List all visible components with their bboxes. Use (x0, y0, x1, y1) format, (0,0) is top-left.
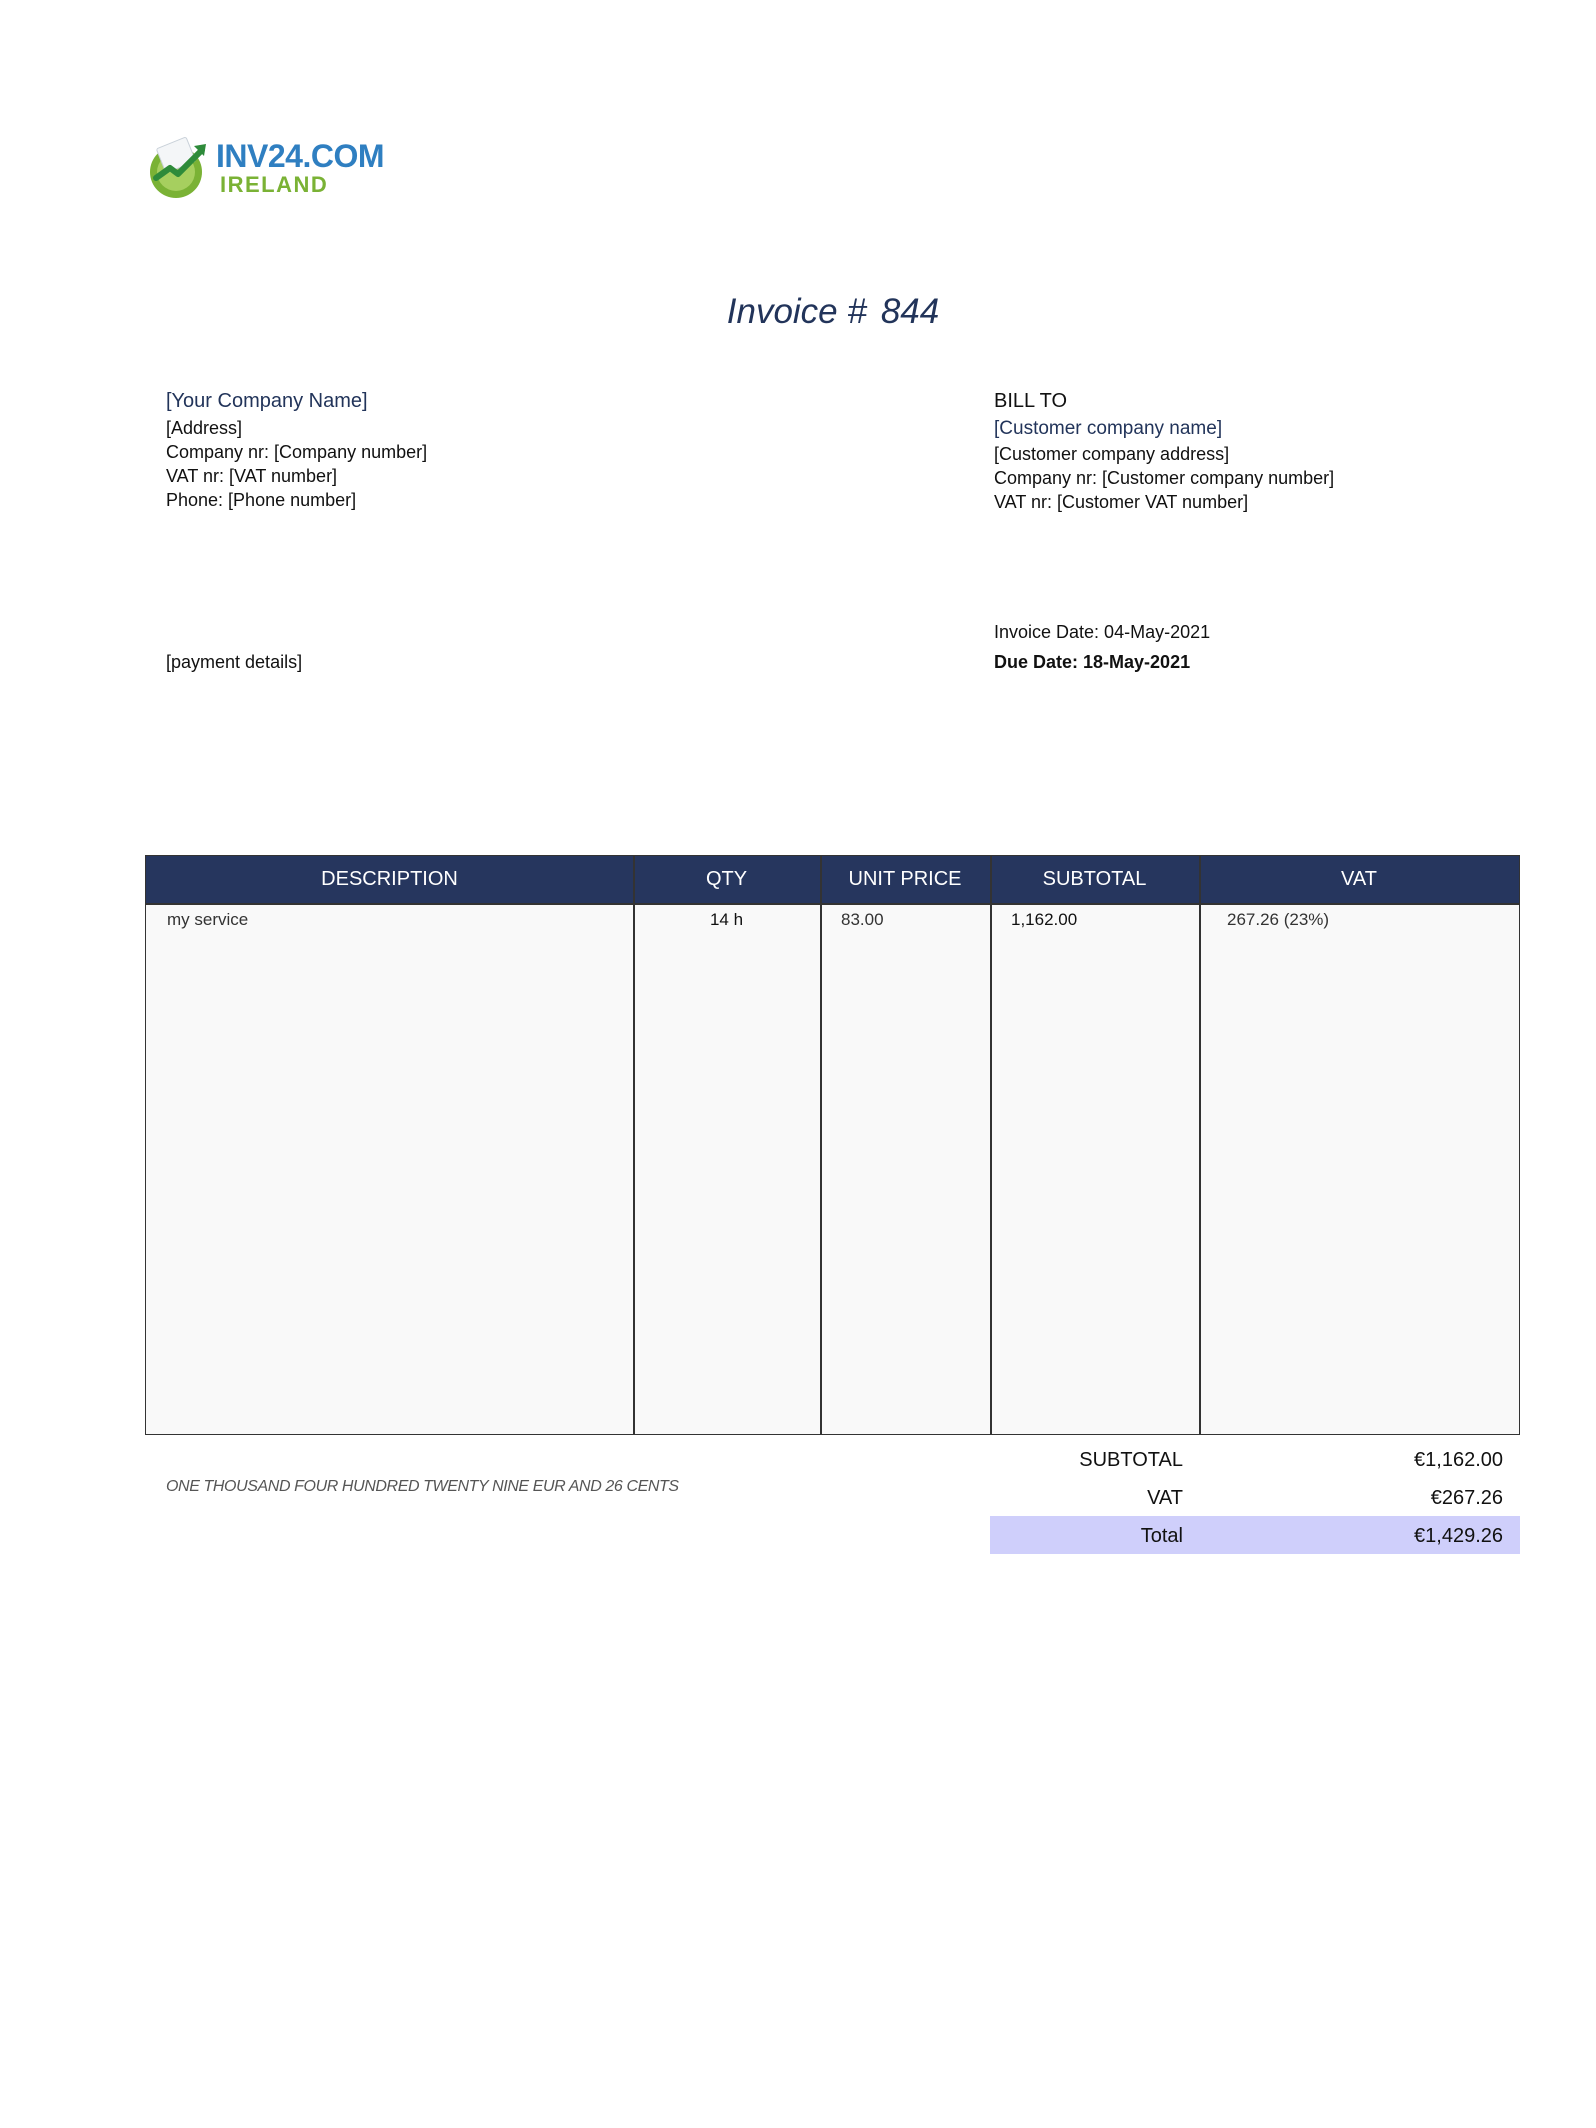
invoice-date: Invoice Date: 04-May-2021 (994, 622, 1211, 642)
customer-company-nr: Company nr: [Customer company number] (994, 468, 1335, 488)
invoice-dates (994, 620, 1210, 674)
row-vat: 267.26 (23%) (1227, 910, 1330, 929)
column-divider (633, 856, 635, 1434)
row-qty: 14 h (709, 910, 744, 929)
header-qty: QTY (705, 868, 748, 890)
sender-company-nr: Company nr: [Company number] (166, 442, 428, 462)
vat-value: €267.26 (1430, 1487, 1503, 1509)
vat-label: VAT (1147, 1487, 1183, 1509)
payment-details: [payment details] (166, 652, 303, 672)
customer-address: [Customer company address] (994, 444, 1230, 464)
sender-company-name: [Your Company Name] (166, 390, 368, 412)
total-label: Total (1140, 1525, 1183, 1547)
header-description: DESCRIPTION (321, 868, 458, 890)
column-divider (990, 856, 992, 1434)
amount-in-words: ONE THOUSAND FOUR HUNDRED TWENTY NINE EUR AND 26 CENTS (166, 1478, 679, 1495)
company-logo (146, 134, 384, 200)
column-divider (1199, 856, 1201, 1434)
table-header (146, 856, 1519, 903)
bill-to-heading: BILL TO (994, 390, 1068, 412)
bill-to-block (994, 388, 1334, 514)
row-description: my service (167, 910, 249, 929)
invoice-number: 844 (880, 292, 940, 331)
total-value: €1,429.26 (1414, 1525, 1503, 1547)
subtotal-value: €1,162.00 (1414, 1449, 1503, 1471)
items-table (145, 855, 1520, 1435)
customer-vat-nr: VAT nr: [Customer VAT number] (994, 492, 1249, 512)
invoice-title-label: Invoice # (726, 292, 867, 331)
customer-company-name: [Customer company name] (994, 418, 1223, 439)
invoice-title (0, 290, 1596, 334)
header-unit-price: UNIT PRICE (848, 868, 962, 890)
sender-phone: Phone: [Phone number] (166, 490, 357, 510)
logo-emblem-icon (146, 136, 214, 200)
logo-text-bottom: IRELAND (220, 172, 329, 197)
column-divider (820, 856, 822, 1434)
header-subtotal: SUBTOTAL (1042, 868, 1147, 890)
header-divider (146, 903, 1519, 905)
sender-block (166, 388, 427, 512)
logo-text-top: INV24.COM (216, 138, 384, 174)
total-row (990, 1516, 1520, 1554)
subtotal-row (990, 1440, 1520, 1478)
vat-row (990, 1478, 1520, 1516)
row-unit-price: 83.00 (841, 910, 884, 929)
totals-block (990, 1440, 1520, 1554)
due-date: Due Date: 18-May-2021 (994, 652, 1191, 672)
sender-address: [Address] (166, 418, 243, 438)
header-vat: VAT (1341, 868, 1377, 890)
row-subtotal: 1,162.00 (1011, 910, 1078, 929)
sender-vat-nr: VAT nr: [VAT number] (166, 466, 338, 486)
subtotal-label: SUBTOTAL (1079, 1449, 1183, 1471)
